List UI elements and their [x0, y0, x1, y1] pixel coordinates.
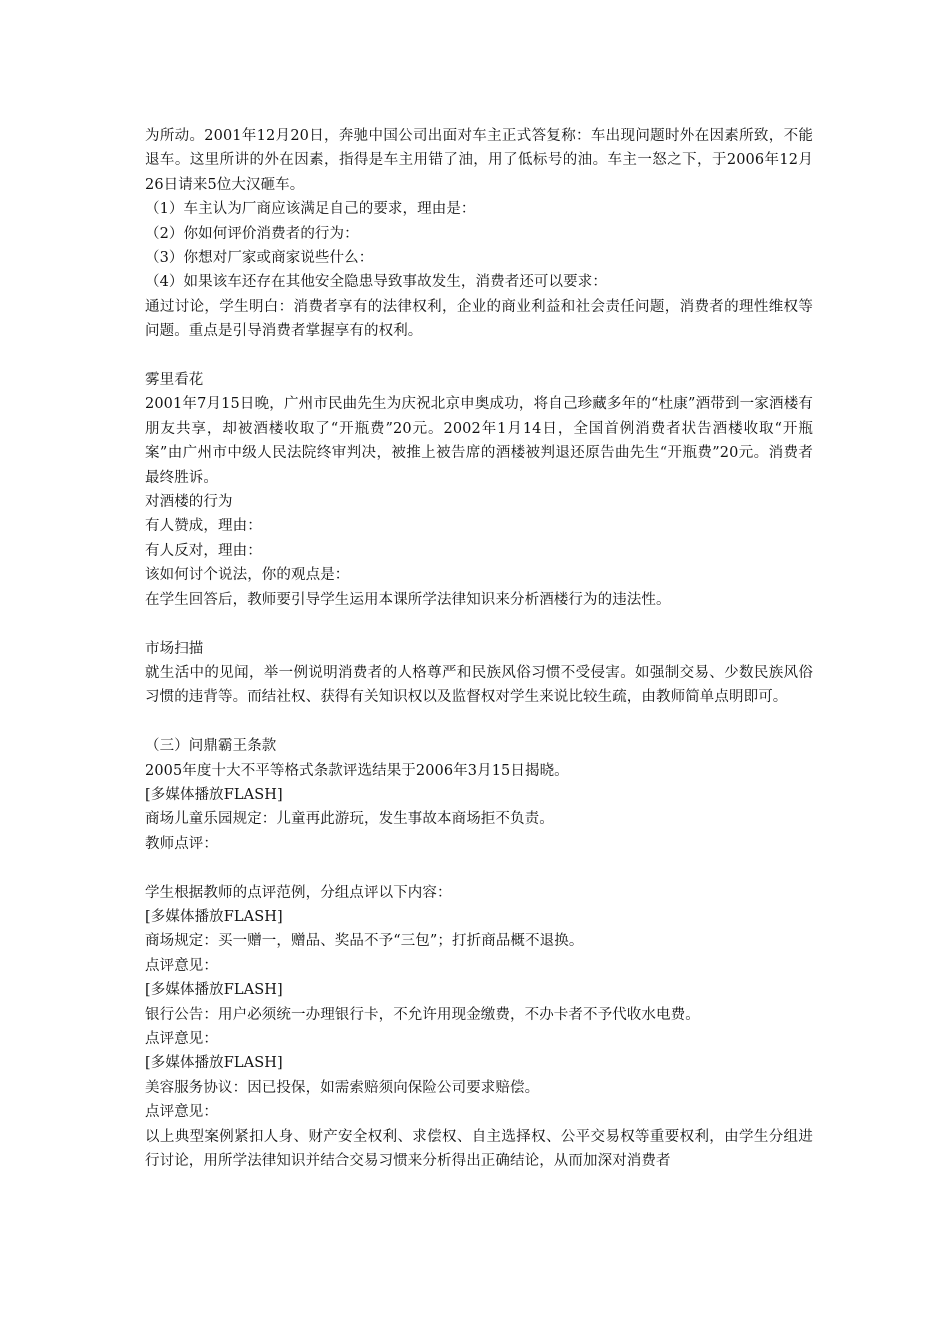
section-heading: 市场扫描 — [145, 640, 204, 657]
blank-line — [145, 856, 813, 880]
paragraph: 为所动。2001年12月20日，奔驰中国公司出面对车主正式答复称：车出现问题时外在因素所致，不能退车。这里所讲的外在因素，指得是车主用错了油，用了低标号的油。车主一怒之下，于2006年12月26日请来5位大汉砸车。 — [145, 128, 813, 193]
blank-line — [145, 612, 813, 636]
paragraph: （1）车主认为厂商应该满足自己的要求，理由是： — [145, 201, 476, 218]
paragraph: 教师点评： — [145, 835, 218, 852]
blank-line — [145, 710, 813, 734]
paragraph: 2001年7月15日晚，广州市民曲先生为庆祝北京申奥成功，将自己珍藏多年的“杜康”酒带到一家酒楼有朋友共享，却被酒楼收取了“开瓶费”20元。2002年1月14日，全国首例消费者状告酒楼收取“开瓶案”由广州市中级人民法院终审判决，被推上被告席的酒楼被判退还原告曲先生“开瓶费”20元。消费者最终胜诉。 — [145, 396, 813, 486]
paragraph: 点评意见： — [145, 957, 218, 974]
blank-line — [145, 344, 813, 368]
media-note: [多媒体播放FLASH] — [145, 1055, 283, 1072]
paragraph: （4）如果该车还存在其他安全隐患导致事故发生，消费者还可以要求： — [145, 274, 607, 291]
paragraph: （3）你想对厂家或商家说些什么： — [145, 250, 374, 267]
media-note: [多媒体播放FLASH] — [145, 908, 283, 925]
paragraph: 以上典型案例紧扣人身、财产安全权利、求偿权、自主选择权、公平交易权等重要权利，由学生分组进行讨论，用所学法律知识并结合交易习惯来分析得出正确结论，从而加深对消费者 — [145, 1128, 813, 1169]
paragraph: 对酒楼的行为 — [145, 494, 233, 511]
paragraph: 通过讨论，学生明白：消费者享有的法律权利，企业的商业利益和社会责任问题，消费者的理性维权等问题。重点是引导消费者掌握享有的权利。 — [145, 298, 813, 340]
paragraph: 有人赞成，理由： — [145, 518, 262, 535]
document-body — [145, 124, 813, 1173]
paragraph: 美容服务协议：因已投保，如需索赔须向保险公司要求赔偿。 — [145, 1079, 540, 1096]
paragraph: 点评意见： — [145, 1104, 218, 1121]
paragraph: 有人反对，理由： — [145, 542, 262, 559]
paragraph: 银行公告：用户必须统一办理银行卡，不允许用现金缴费，不办卡者不予代收水电费。 — [145, 1006, 700, 1023]
paragraph: 点评意见： — [145, 1030, 218, 1047]
paragraph: 商场规定：买一赠一，赠品、奖品不予“三包”；打折商品概不退换。 — [145, 933, 584, 950]
media-note: [多媒体播放FLASH] — [145, 982, 283, 999]
paragraph: 就生活中的见闻，举一例说明消费者的人格尊严和民族风俗习惯不受侵害。如强制交易、少数民族风俗习惯的违背等。而结社权、获得有关知识权以及监督权对学生来说比较生疏，由教师简单点明即可。 — [145, 664, 813, 706]
paragraph: 学生根据教师的点评范例，分组点评以下内容： — [145, 884, 452, 901]
paragraph: 2005年度十大不平等格式条款评选结果于2006年3月15日揭晓。 — [145, 762, 569, 779]
media-note: [多媒体播放FLASH] — [145, 786, 283, 803]
paragraph: 该如何讨个说法，你的观点是： — [145, 567, 350, 584]
paragraph: （2）你如何评价消费者的行为： — [145, 225, 359, 242]
paragraph: 在学生回答后，教师要引导学生运用本课所学法律知识来分析酒楼行为的违法性。 — [145, 591, 671, 608]
section-heading: 雾里看花 — [145, 372, 204, 389]
section-heading: （三）问鼎霸王条款 — [145, 738, 277, 755]
paragraph: 商场儿童乐园规定：儿童再此游玩，发生事故本商场拒不负责。 — [145, 811, 554, 828]
